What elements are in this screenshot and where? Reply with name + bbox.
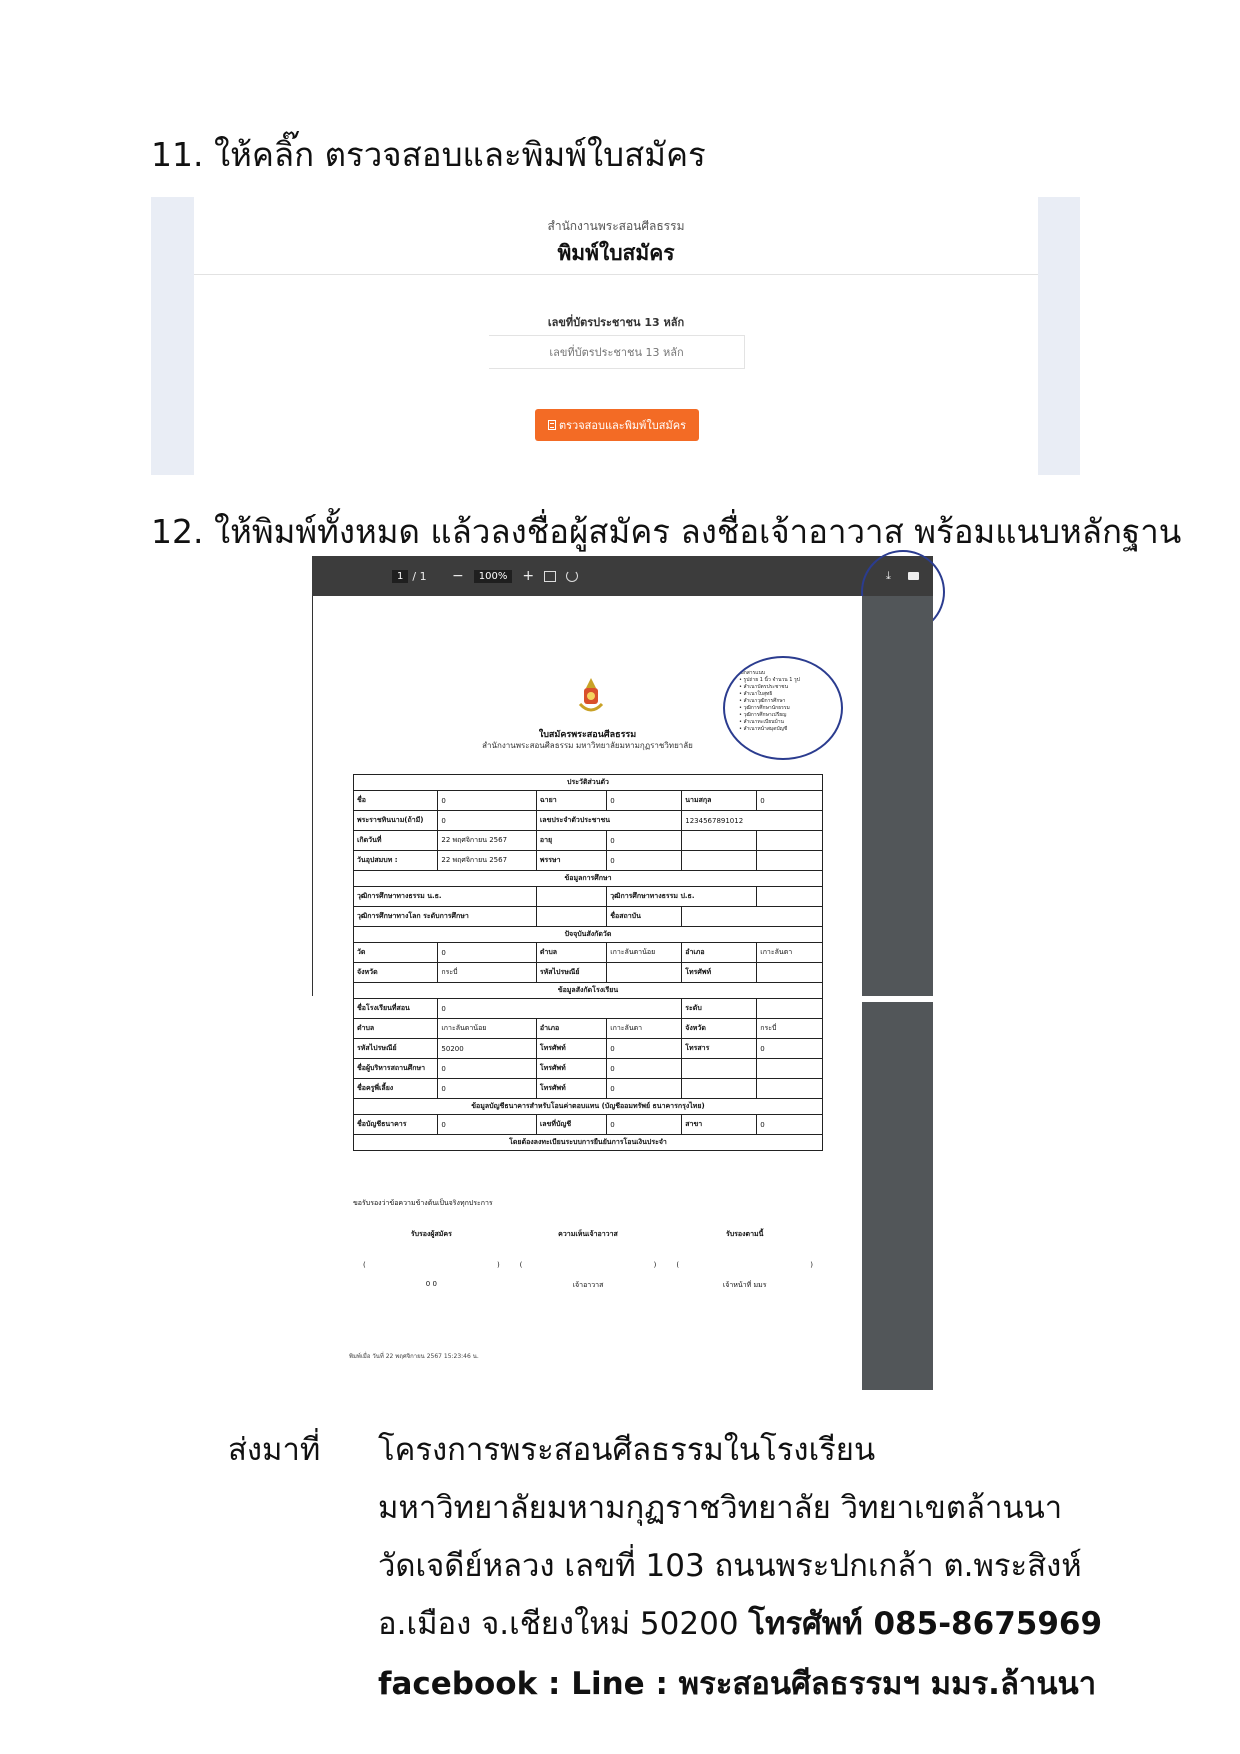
name-officer: เจ้าหน้าที่ มมร — [722, 1281, 767, 1289]
form-title: พิมพ์ใบสมัคร — [557, 241, 675, 265]
cell-label: โทรศัพท์ — [536, 1059, 606, 1079]
cell-label: สาขา — [682, 1115, 757, 1135]
divider — [194, 274, 1038, 275]
cell-empty — [757, 831, 823, 851]
cell-label: ตำบล — [354, 1019, 438, 1039]
signature-titles — [353, 1229, 823, 1240]
application-subtitle: สำนักงานพระสอนศีลธรรม มหาวิทยาลัยมหามกุฏราชวิทยาลัย — [482, 741, 693, 750]
cell-value: กระบี่ — [438, 963, 536, 983]
cell-value: 0 — [607, 851, 682, 871]
cell-empty — [682, 831, 757, 851]
section-bank: ข้อมูลบัญชีธนาคารสำหรับโอนค่าตอบแทน (บัญชีออมทรัพย์ ธนาคารกรุงไทย) — [354, 1099, 823, 1115]
cell-value: 0 — [607, 1039, 682, 1059]
id-label: เลขที่บัตรประชาชน 13 หลัก — [547, 316, 685, 329]
cell-label: เลขที่บัญชี — [536, 1115, 606, 1135]
zoom-level[interactable]: 100% — [474, 570, 513, 583]
id-input[interactable] — [489, 335, 745, 369]
cell-value: เกาะลันตา — [607, 1019, 682, 1039]
note-line: • สำเนาหน้าสมุดบัญชี — [739, 726, 788, 732]
cell-label: รหัสไปรษณีย์ — [536, 963, 606, 983]
zoom-controls — [452, 556, 534, 596]
application-title: ใบสมัครพระสอนศีลธรรม — [538, 730, 637, 740]
cell-empty — [757, 887, 823, 907]
cell-label: ชื่อโรงเรียนที่สอน — [354, 999, 438, 1019]
note-line: • สำเนาวุฒิการศึกษา — [739, 698, 786, 704]
cell-label: โทรศัพท์ — [536, 1079, 606, 1099]
page-current[interactable]: 1 — [392, 570, 408, 583]
cell-value: 0 — [438, 1059, 536, 1079]
cell-value: 50200 — [438, 1039, 536, 1059]
cell-label: อำเภอ — [682, 943, 757, 963]
cell-label: ตำบล — [536, 943, 606, 963]
address-city: อ.เมือง จ.เชียงใหม่ 50200 — [378, 1606, 739, 1642]
cell-value: 22 พฤศจิกายน 2567 — [438, 851, 536, 871]
cell-value: 0 — [757, 791, 823, 811]
view-controls — [544, 556, 578, 596]
cell-value: 0 — [757, 1039, 823, 1059]
cell-label: ฉายา — [536, 791, 606, 811]
cell-value: 0 — [607, 1079, 682, 1099]
cell-value: 0 — [607, 831, 682, 851]
address-line-2: มหาวิทยาลัยมหามกุฏราชวิทยาลัย วิทยาเขตล้านนา — [378, 1490, 1063, 1526]
paren: ) — [810, 1261, 814, 1269]
note-line: • วุฒิการศึกษานักธรรม — [739, 705, 790, 711]
cell-label: ชื่อบัญชีธนาคาร — [354, 1115, 438, 1135]
cell-empty — [607, 963, 682, 983]
cell-value: 0 — [438, 811, 536, 831]
zoom-out-button[interactable]: − — [452, 568, 464, 584]
cell-empty — [682, 1059, 757, 1079]
cell-label: ชื่อสถาบัน — [607, 907, 682, 927]
cell-value: 0 — [438, 1115, 536, 1135]
cell-empty — [757, 999, 823, 1019]
cell-empty — [757, 963, 823, 983]
note-line: • สำเนาใบสุทธิ — [739, 691, 773, 697]
rotate-icon[interactable] — [566, 570, 578, 582]
address-line-1: โครงการพระสอนศีลธรรมในโรงเรียน — [378, 1432, 876, 1468]
cell-label: วันอุปสมบท : — [354, 851, 438, 871]
cell-value: 0 — [438, 1079, 536, 1099]
cell-value: 0 — [607, 1115, 682, 1135]
cell-empty — [682, 907, 823, 927]
sig-applicant: รับรองผู้สมัคร — [410, 1230, 452, 1238]
section-temple: ปัจจุบันสังกัดวัด — [354, 927, 823, 943]
sig-line-applicant — [353, 1261, 510, 1269]
cell-label: โทรศัพท์ — [682, 963, 757, 983]
cell-value: เกาะลันตาน้อย — [438, 1019, 536, 1039]
viewer-scroll-area[interactable] — [862, 596, 933, 1390]
document-icon — [548, 420, 556, 430]
pdf-toolbar — [312, 556, 933, 596]
sig-officer: รับรองตามนี้ — [725, 1230, 764, 1238]
sig-line-officer — [666, 1261, 823, 1269]
cell-label: วุฒิการศึกษาทางโลก ระดับการศึกษา — [354, 907, 537, 927]
page-edge-gap — [312, 996, 316, 1390]
cell-label: ชื่อผู้บริหารสถานศึกษา — [354, 1059, 438, 1079]
paren: ) — [496, 1261, 500, 1269]
section-personal: ประวัติส่วนตัว — [354, 775, 823, 791]
printed-timestamp: พิมพ์เมื่อ วันที่ 22 พฤศจิกายน 2567 15:23:46 น. — [349, 1353, 479, 1360]
cell-empty — [682, 851, 757, 871]
cell-empty — [757, 851, 823, 871]
paren: ) — [653, 1261, 657, 1269]
print-form-screenshot — [151, 197, 1080, 475]
bank-note: โดยต้องลงทะเบียนระบบการยืนยันการโอนเงินประจำ — [354, 1135, 823, 1151]
attachment-notes-circled — [723, 656, 843, 760]
step-11-heading: 11. ให้คลิ๊ก ตรวจสอบและพิมพ์ใบสมัคร — [151, 135, 706, 174]
send-to-label: ส่งมาที่ — [228, 1432, 321, 1468]
cell-label: เกิดวันที่ — [354, 831, 438, 851]
cell-label: ชื่อ — [354, 791, 438, 811]
social-contact: facebook : Line : พระสอนศีลธรรมฯ มมร.ล้านนา — [378, 1666, 1097, 1702]
check-and-print-label: ตรวจสอบและพิมพ์ใบสมัคร — [558, 419, 687, 432]
cell-value: 22 พฤศจิกายน 2567 — [438, 831, 536, 851]
page-total: / 1 — [412, 569, 427, 583]
paren: ( — [676, 1261, 680, 1269]
note-line: • วุฒิการศึกษาเปรียญ — [739, 712, 787, 718]
note-line: • สำเนาบัตรประชาชน — [739, 684, 788, 690]
name-applicant: 0 0 — [425, 1280, 437, 1288]
cell-value: 0 — [757, 1115, 823, 1135]
note-line: • รูปถ่าย 1 นิ้ว จำนวน 1 รูป — [739, 677, 800, 683]
cell-empty — [536, 887, 606, 907]
cell-label: ระดับ — [682, 999, 757, 1019]
download-icon[interactable]: ⤓ — [886, 569, 891, 582]
cell-label: เลขประจำตัวประชาชน — [536, 811, 681, 831]
cell-value: 0 — [438, 791, 536, 811]
cell-label: รหัสไปรษณีย์ — [354, 1039, 438, 1059]
address-line-4 — [378, 1598, 1102, 1648]
page-break — [862, 996, 933, 1002]
cell-value: 0 — [438, 999, 682, 1019]
cell-value: กระบี่ — [757, 1019, 823, 1039]
cell-value: เกาะลันตาน้อย — [607, 943, 682, 963]
cell-empty — [536, 907, 606, 927]
cell-label: อายุ — [536, 831, 606, 851]
contact-phone: โทรศัพท์ 085-8675969 — [748, 1606, 1103, 1642]
cell-empty — [757, 1079, 823, 1099]
cell-label: ชื่อครูพี่เลี้ยง — [354, 1079, 438, 1099]
section-school: ข้อมูลสังกัดโรงเรียน — [354, 983, 823, 999]
cell-label: จังหวัด — [354, 963, 438, 983]
cell-label: พระราชทินนาม(ถ้ามี) — [354, 811, 438, 831]
cell-value: เกาะลันตา — [757, 943, 823, 963]
cell-value: 0 — [607, 1059, 682, 1079]
page-indicator — [392, 556, 427, 596]
sig-abbot: ความเห็นเจ้าอาวาส — [558, 1230, 618, 1238]
application-table — [353, 774, 823, 1151]
certify-text: ขอรับรองว่าข้อความข้างต้นเป็นจริงทุกประการ — [353, 1199, 493, 1207]
cell-empty — [757, 1059, 823, 1079]
cell-label: วัด — [354, 943, 438, 963]
office-name: สำนักงานพระสอนศีลธรรม — [547, 219, 685, 233]
cell-label: วุฒิการศึกษาทางธรรม น.ธ. — [354, 887, 537, 907]
signature-lines — [353, 1261, 823, 1269]
section-education: ข้อมูลการศึกษา — [354, 871, 823, 887]
cell-label: โทรศัพท์ — [536, 1039, 606, 1059]
pdf-viewer-screenshot — [312, 556, 933, 1390]
address-line-3: วัดเจดีย์หลวง เลขที่ 103 ถนนพระปกเกล้า ต.พระสิงห์ — [378, 1548, 1082, 1584]
print-form-panel — [194, 197, 1038, 475]
note-line: • สำเนาทะเบียนบ้าน — [739, 719, 784, 725]
check-and-print-button[interactable] — [535, 409, 699, 441]
application-page — [312, 596, 862, 1390]
paren: ( — [519, 1261, 523, 1269]
cell-empty — [682, 1079, 757, 1099]
step-12-heading: 12. ให้พิมพ์ทั้งหมด แล้วลงชื่อผู้สมัคร ลงชื่อเจ้าอาวาส พร้อมแนบหลักฐาน — [151, 512, 1182, 551]
cell-label: วุฒิการศึกษาทางธรรม ป.ธ. — [607, 887, 757, 907]
signature-names — [353, 1280, 823, 1291]
zoom-in-button[interactable]: + — [522, 568, 535, 584]
cell-value: 0 — [438, 943, 536, 963]
cell-label: จังหวัด — [682, 1019, 757, 1039]
university-seal-icon — [578, 678, 604, 718]
cell-label: พรรษา — [536, 851, 606, 871]
note-line: เอกสารแนบ — [739, 670, 766, 676]
paren: ( — [363, 1261, 366, 1269]
name-abbot: เจ้าอาวาส — [572, 1281, 604, 1289]
cell-value: 1234567891012 — [682, 811, 823, 831]
cell-label: อำเภอ — [536, 1019, 606, 1039]
cell-label: นามสกุล — [682, 791, 757, 811]
sig-line-abbot — [510, 1261, 667, 1269]
cell-label: โทรสาร — [682, 1039, 757, 1059]
fit-page-icon[interactable] — [544, 571, 556, 582]
cell-value: 0 — [607, 791, 682, 811]
